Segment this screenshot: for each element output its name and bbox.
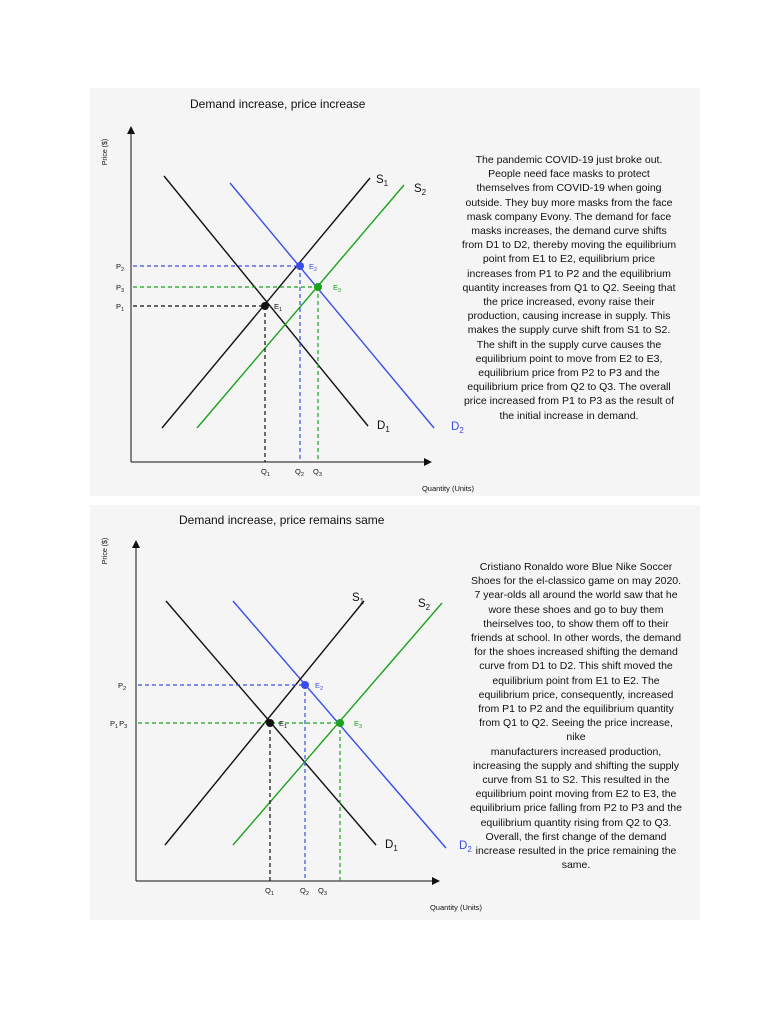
paragraph-line: quantity increases from Q1 to Q2. Seeing that — [462, 281, 676, 294]
paragraph-line: from Q1 to Q2. Seeing the price increase, nike — [479, 717, 673, 744]
q3-label: $Q_3$ — [318, 886, 327, 897]
paragraph-line: the price increased, evony raise their — [483, 296, 655, 309]
y-axis-label: Price ($) — [102, 138, 109, 166]
e3-point — [336, 719, 344, 727]
e2-label: $E_2$ — [309, 262, 318, 273]
s2-curve — [197, 185, 404, 428]
paragraph-line: The pandemic COVID-19 just broke out. — [475, 154, 663, 166]
paragraph-line: curve from S1 to S2. This resulted in the — [482, 774, 670, 787]
q1-label: $Q_1$ — [265, 886, 274, 897]
paragraph-line: for the shoes increased shifting the demand — [474, 646, 678, 659]
paragraph-line: outside. They buy more masks from the face — [465, 196, 673, 209]
explanation-paragraph-1 — [460, 153, 678, 423]
paragraph-line: Shoes for the el-classico game on may 2020. — [470, 575, 682, 588]
d2-label: $D_2$ — [459, 840, 472, 854]
e2-label: $E_2$ — [315, 681, 324, 692]
paragraph-line: increasing the supply and shifting the supply — [472, 759, 680, 772]
paragraph-line: the initial increase in demand. — [499, 409, 639, 422]
d1-label: $D_1$ — [385, 839, 398, 853]
diagram-title: Demand increase, price increase — [190, 97, 366, 111]
paragraph-line: mask company Evony. The demand for face — [466, 210, 672, 223]
e1-point — [266, 719, 274, 727]
explanation-paragraph-2 — [470, 560, 682, 872]
paragraph-line: 7 year-olds all around the world saw that he — [474, 589, 678, 602]
e2-point — [296, 262, 304, 270]
diagram-title: Demand increase, price remains same — [179, 513, 385, 527]
paragraph-line: production, causing increase in supply. This — [467, 310, 671, 323]
s2-label: $S_2$ — [418, 598, 431, 612]
q1-label: $Q_1$ — [261, 467, 270, 478]
paragraph-line: equilibrium point moving from E2 to E3, the — [475, 788, 677, 801]
paragraph-line: The shift in the supply curve causes the — [476, 338, 662, 351]
paragraph-line: increase resulted in the price remaining the — [475, 845, 677, 858]
d1-label: $D_1$ — [377, 420, 390, 434]
q2-label: $Q_2$ — [300, 886, 309, 897]
paragraph-line: equilibrium point from E1 to E2. The — [492, 674, 660, 687]
paragraph-line: makes the supply curve shift from S1 to S2. — [467, 324, 671, 337]
paragraph-line: People need face masks to protect — [488, 168, 650, 181]
paragraph-line: price increased from P1 to P3 as the result of — [463, 395, 675, 408]
q3-label: $Q_3$ — [313, 467, 322, 478]
paragraph-line: friends at school. In other words, the demand — [470, 632, 682, 645]
p3-label: $P_3$ — [116, 283, 125, 294]
paragraph-line: themselves from COVID-19 when going — [476, 182, 662, 195]
paragraph-line: from P1 to P2 and the equilibrium quantity — [478, 703, 674, 716]
e3-label: $E_3$ — [333, 283, 342, 294]
x-axis-label: Quantity (Units) — [429, 903, 483, 912]
paragraph-line: equilibrium point to move from E2 to E3, — [475, 352, 663, 365]
e1-point — [261, 302, 269, 310]
paragraph-line: equilibrium price from Q2 to Q3. The overall — [467, 381, 671, 394]
p2-label: $P_2$ — [116, 262, 125, 273]
y-axis-label: Price ($) — [102, 537, 109, 565]
paragraph-line: wore these shoes and go to buy them — [488, 603, 664, 616]
x-axis-label: Quantity (Units) — [421, 484, 475, 493]
e1-label: $E_1$ — [274, 302, 283, 313]
e3-label: $E_3$ — [354, 719, 363, 730]
e1-label: $E_1$ — [279, 719, 288, 730]
paragraph-line: manufacturers increased production, — [490, 745, 662, 758]
paragraph-line: point from E1 to E2, equilibrium price — [482, 253, 656, 266]
p1-label: $P_1$ — [116, 302, 125, 313]
paragraph-line: same. — [561, 859, 591, 872]
paragraph-line: masks increases, the demand curve shifts — [471, 225, 667, 238]
paragraph-line: curve from D1 to D2. This shift moved the — [479, 660, 673, 673]
paragraph-line: Cristiano Ronaldo wore Blue Nike Soccer — [479, 561, 673, 573]
d2-label: $D_2$ — [451, 421, 464, 435]
paragraph-line: from D1 to D2, thereby moving the equilibrium — [461, 239, 677, 252]
p1-p3-label: $P_1P_3$ — [110, 719, 128, 730]
p2-label: $P_2$ — [118, 681, 127, 692]
s1-label: $S_1$ — [352, 592, 365, 606]
s2-label: $S_2$ — [414, 183, 427, 197]
s1-label: $S_1$ — [376, 174, 389, 188]
paragraph-line: Overall, the first change of the demand — [485, 830, 667, 843]
paragraph-line: equilibrium price, consequently, increased — [478, 688, 674, 701]
diagram-2 — [102, 513, 483, 912]
paragraph-line: equilibrium price falling from P2 to P3 and the — [470, 802, 682, 815]
paragraph-line: equilibrium price from P2 to P3 and the — [478, 367, 660, 380]
e2-point — [301, 681, 309, 689]
paragraph-line: equilibrium quantity rising from Q2 to Q3. — [480, 816, 672, 829]
diagram-1 — [102, 97, 475, 493]
e3-point — [314, 283, 322, 291]
q2-label: $Q_2$ — [295, 467, 304, 478]
paragraph-line: increases from P1 to P2 and the equilibrium — [467, 267, 671, 280]
paragraph-line: theirselves too, to show them off to their — [483, 617, 669, 630]
